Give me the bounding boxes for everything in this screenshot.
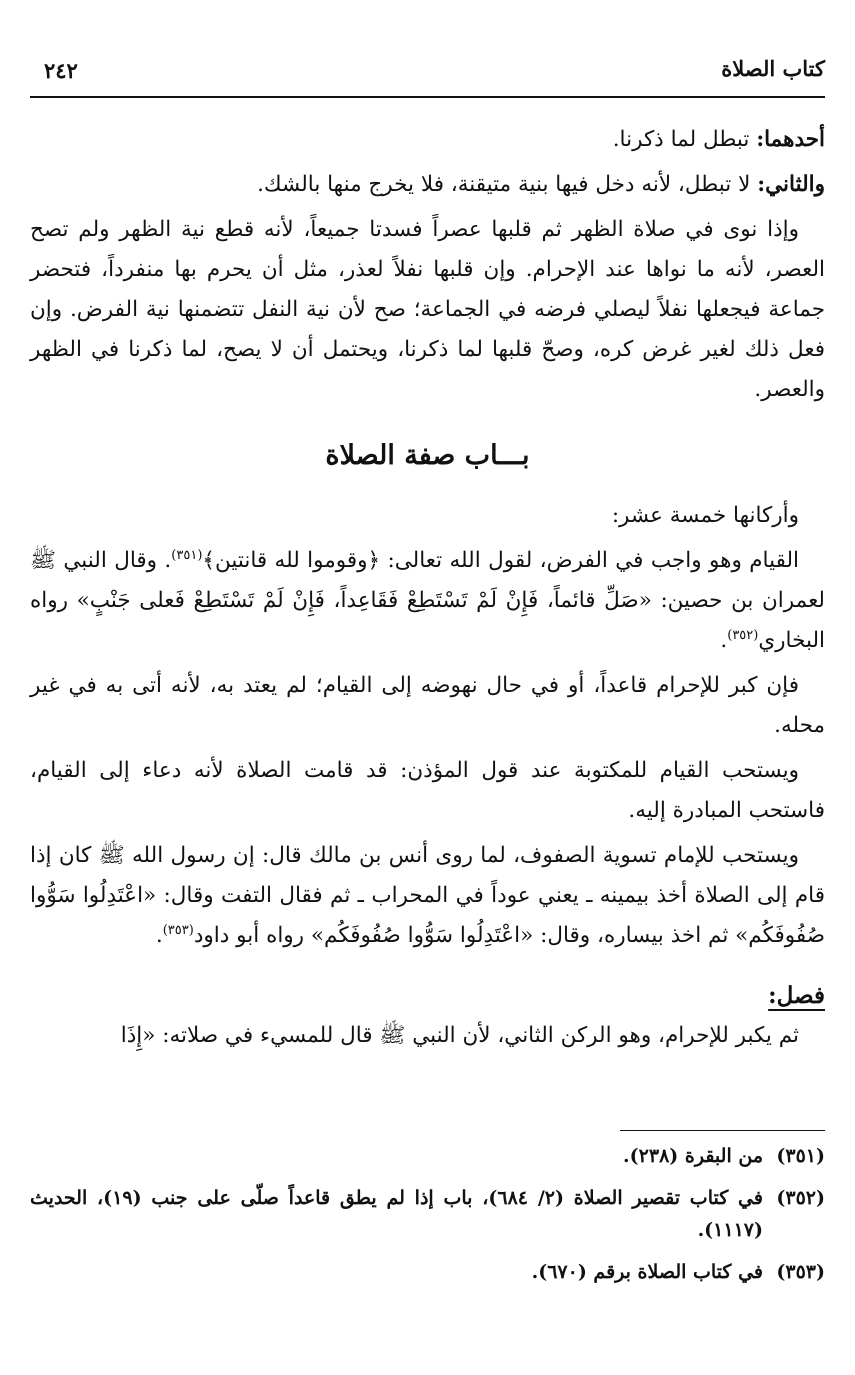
footnote-rule bbox=[620, 1130, 825, 1131]
paragraph-lead: والثاني: bbox=[757, 172, 825, 197]
paragraph-standing-iqama: ويستحب القيام للمكتوبة عند قول المؤذن: قد قامت الصلاة لأنه دعاء إلى القيام، فاستحب المبادرة إليه. bbox=[30, 758, 825, 823]
paragraph-lead: أحدهما: bbox=[756, 127, 825, 152]
footnote-text: من البقرة (٢٣٨). bbox=[623, 1145, 763, 1167]
section-heading: فصل: bbox=[768, 982, 825, 1009]
footnote bbox=[30, 1256, 825, 1288]
footnote-ref: (٣٥٣) bbox=[162, 922, 194, 938]
footnote-number: (٣٥٢) bbox=[776, 1187, 825, 1209]
paragraph-text: القيام وهو واجب في الفرض، لقول الله تعالى: ﴿وقوموا لله قانتين﴾ bbox=[202, 548, 800, 573]
paragraph-text: ويستحب للإمام تسوية الصفوف، لما روى أنس بن مالك قال: إن رسول الله ﷺ كان إذا قام إلى الصلاة أخذ بيمينه ـ يعني عوداً في المحراب ـ ثم فقال التفت وقال: «اعْتَدِلُوا سَوُّوا صُفُوفَكُم» ثم اخذ بيساره، وقال: «اعْتَدِلُوا سَوُّوا صُفُوفَكُم» رواه أبو داود bbox=[30, 843, 825, 948]
paragraph-text: . bbox=[155, 923, 163, 948]
chapter-title: بـــاب صفة الصلاة bbox=[325, 440, 530, 471]
running-title: كتاب الصلاة bbox=[721, 56, 825, 81]
paragraph-text: تبطل لما ذكرنا. bbox=[612, 127, 757, 152]
body-text bbox=[30, 120, 825, 1061]
paragraph-standing bbox=[30, 541, 825, 661]
paragraph-text: . bbox=[720, 628, 728, 653]
page-header bbox=[30, 52, 825, 92]
paragraph-opening-takbir: ثم يكبر للإحرام، وهو الركن الثاني، لأن النبي ﷺ قال للمسيء في صلاته: «إِذَا bbox=[120, 1023, 799, 1048]
paragraph-text: . وقال النبي ﷺ لعمران بن حصين: «صَلِّ قائماً، فَإِنْ لَمْ تَسْتَطِعْ فَقَاعِداً، فَإِنْ لَمْ تَسْتَطِعْ فَعلى جَنْبٍ» رواه البخاري bbox=[30, 548, 825, 653]
footnote-number: (٣٥٣) bbox=[776, 1261, 825, 1283]
paragraph-changing-intention: وإذا نوى في صلاة الظهر ثم قلبها عصراً فسدتا جميعاً، لأنه قطع نية الظهر ولم تصح العصر، لأنه ما نواها عند الإحرام. وإن قلبها نفلاً لعذر، مثل أن يحرم بها منفرداً، فتحضر جماعة فيجعلها نفلاً ليصلي فرضه في الجماعة؛ صح لأن نية النفل تتضمنها نية الفرض. وإن فعل ذلك لغير غرض كره، وصحّ قلبها لما ذكرنا، ويحتمل أن لا يصح، لما ذكرنا في الظهر والعصر. bbox=[30, 217, 825, 402]
footnote bbox=[30, 1182, 825, 1246]
paragraph-pillars-count: وأركانها خمسة عشر: bbox=[611, 503, 799, 528]
page-number: ٢٤٢ bbox=[44, 58, 78, 83]
footnote-text: في كتاب تقصير الصلاة (٢/ ٦٨٤)، باب إذا لم يطق قاعداً صلّى على جنب (١٩)، الحديث (١١١٧). bbox=[30, 1187, 763, 1241]
paragraph-first-opinion bbox=[30, 120, 825, 160]
paragraph-rows bbox=[30, 836, 825, 956]
paragraph-sitting-takbir: فإن كبر للإحرام قاعداً، أو في حال نهوضه إلى القيام؛ لم يعتد به، لأنه أتى به في غير محله. bbox=[30, 673, 825, 738]
footnote-number: (٣٥١) bbox=[776, 1145, 825, 1167]
footnote-text: في كتاب الصلاة برقم (٦٧٠). bbox=[531, 1261, 763, 1283]
footnote-ref: (٣٥١) bbox=[171, 547, 203, 563]
footnotes bbox=[30, 1140, 825, 1298]
paragraph-second-opinion bbox=[30, 165, 825, 205]
paragraph-text: لا تبطل، لأنه دخل فيها بنية متيقنة، فلا يخرج منها بالشك. bbox=[257, 172, 758, 197]
header-rule bbox=[30, 96, 825, 98]
footnote bbox=[30, 1140, 825, 1172]
footnote-ref: (٣٥٢) bbox=[727, 627, 759, 643]
